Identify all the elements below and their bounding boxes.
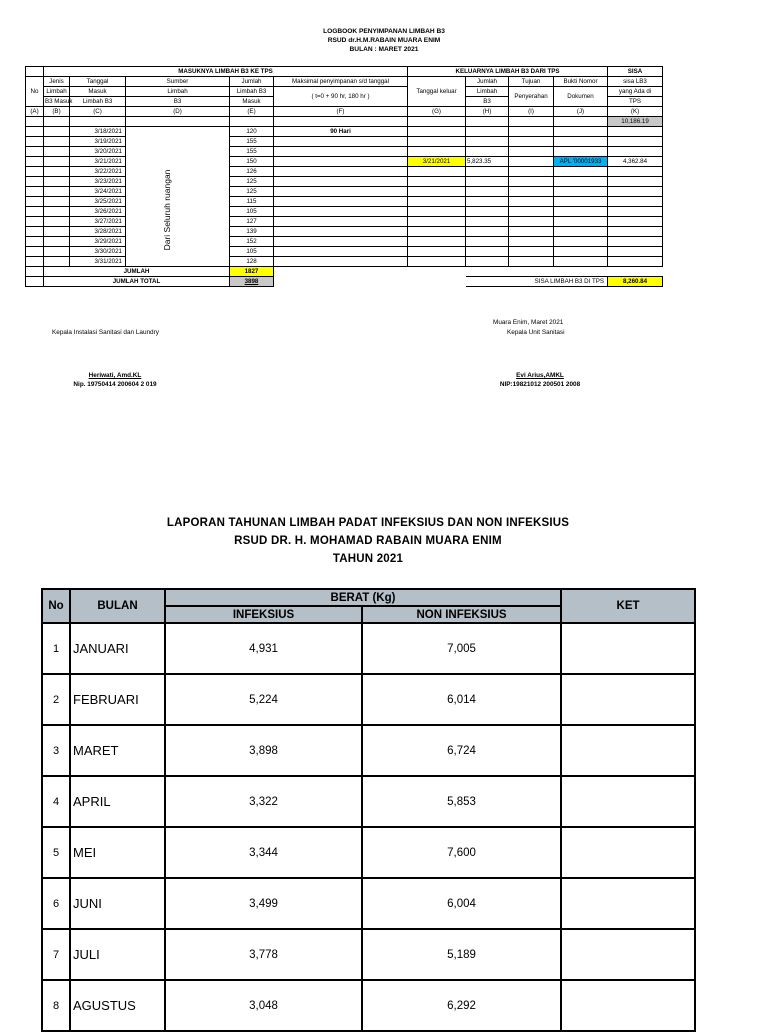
row-tujuan xyxy=(509,227,554,237)
annual-row-infeksius: 5,224 xyxy=(165,674,362,725)
row-out-date xyxy=(408,237,466,247)
annual-report-table xyxy=(41,588,696,1032)
row-out-qty xyxy=(466,207,509,217)
letter-i: (I) xyxy=(509,107,554,117)
annual-row xyxy=(42,980,695,1031)
annual-title-1: LAPORAN TAHUNAN LIMBAH PADAT INFEKSIUS DAN NON INFEKSIUS xyxy=(166,517,570,529)
logbook-header-row-2 xyxy=(26,87,663,97)
row-tujuan xyxy=(509,147,554,157)
row-max xyxy=(274,237,408,247)
row-out-qty xyxy=(466,247,509,257)
row-tujuan xyxy=(509,207,554,217)
row-jenis xyxy=(44,167,70,177)
row-doc xyxy=(554,257,608,267)
row-jenis xyxy=(44,137,70,147)
annual-row-ket xyxy=(561,980,695,1031)
row-qty: 126 xyxy=(230,167,274,177)
annual-row-infeksius: 3,322 xyxy=(165,776,362,827)
row-tujuan xyxy=(509,187,554,197)
col-tanggal-2: Masuk xyxy=(70,87,126,97)
row-no xyxy=(26,207,44,217)
row-sisa xyxy=(608,187,663,197)
col-no: No xyxy=(26,77,44,107)
row-jenis xyxy=(44,127,70,137)
row-sisa xyxy=(608,237,663,247)
row-out-date xyxy=(408,207,466,217)
row-jenis xyxy=(44,187,70,197)
row-doc xyxy=(554,127,608,137)
out-sisa: 4,362.84 xyxy=(608,157,663,167)
row-max xyxy=(274,207,408,217)
annual-row-non-infeksius: 6,004 xyxy=(362,878,561,929)
annual-row-month: JULI xyxy=(70,929,165,980)
row-jenis xyxy=(44,227,70,237)
row-qty: 152 xyxy=(230,237,274,247)
right-signer-name: Evi Arius,AMKL xyxy=(516,372,564,379)
row-out-qty xyxy=(466,187,509,197)
annual-col-no: No xyxy=(42,589,70,623)
letter-e: (E) xyxy=(230,107,274,117)
row-tujuan xyxy=(509,237,554,247)
row-date: 3/30/2021 xyxy=(70,247,126,257)
annual-row xyxy=(42,674,695,725)
col-sisa-2: yang Ada di xyxy=(608,87,663,97)
blank xyxy=(26,267,44,277)
logbook-header-row-1 xyxy=(26,77,663,87)
logbook-title-1: LOGBOOK PENYIMPANAN LIMBAH B3 xyxy=(323,28,445,35)
row-doc xyxy=(554,167,608,177)
row-out-date xyxy=(408,147,466,157)
logbook-title-3: BULAN : MARET 2021 xyxy=(349,46,419,53)
logbook-row xyxy=(26,247,663,257)
annual-row-no: 1 xyxy=(42,623,70,674)
annual-row-infeksius: 3,344 xyxy=(165,827,362,878)
row-doc xyxy=(554,187,608,197)
row-no xyxy=(26,217,44,227)
logbook-row xyxy=(26,177,663,187)
annual-col-berat: BERAT (Kg) xyxy=(165,589,561,606)
annual-row-non-infeksius: 7,005 xyxy=(362,623,561,674)
row-qty: 120 xyxy=(230,127,274,137)
row-doc xyxy=(554,247,608,257)
annual-row-no: 4 xyxy=(42,776,70,827)
row-date: 3/28/2021 xyxy=(70,227,126,237)
annual-row-ket xyxy=(561,674,695,725)
annual-row-infeksius: 3,048 xyxy=(165,980,362,1031)
logbook-row xyxy=(26,147,663,157)
row-max xyxy=(274,167,408,177)
annual-row-no: 2 xyxy=(42,674,70,725)
annual-row-infeksius: 3,778 xyxy=(165,929,362,980)
right-signer-nip: NIP:19821012 200501 2008 xyxy=(499,381,581,388)
group-header-masuk: MASUKNYA LIMBAH B3 KE TPS xyxy=(44,67,408,77)
annual-row-infeksius: 4,931 xyxy=(165,623,362,674)
left-signer-nip: Nip. 19750414 200604 2 019 xyxy=(73,381,157,388)
row-qty: 125 xyxy=(230,177,274,187)
row-qty: 150 xyxy=(230,157,274,167)
row-sisa xyxy=(608,147,663,157)
row-qty: 127 xyxy=(230,217,274,227)
row-no xyxy=(26,257,44,267)
sumber-vertical-label: Dari Seluruh ruangan xyxy=(162,169,172,251)
annual-row-no: 6 xyxy=(42,878,70,929)
col-jenis-2: Limbah xyxy=(44,87,70,97)
row-qty: 105 xyxy=(230,207,274,217)
group-header-sisa: SISA xyxy=(608,67,663,77)
col-tanggal-3: Limbah B3 xyxy=(70,97,126,107)
row-out-qty xyxy=(466,237,509,247)
row-out-date xyxy=(408,127,466,137)
logbook-row xyxy=(26,187,663,197)
row-jenis xyxy=(44,217,70,227)
row-qty: 155 xyxy=(230,147,274,157)
annual-row-ket xyxy=(561,725,695,776)
logbook-row xyxy=(26,227,663,237)
opening-balance: 10,186.19 xyxy=(608,117,663,127)
blank xyxy=(26,277,44,287)
letter-d: (D) xyxy=(126,107,230,117)
row-no xyxy=(26,167,44,177)
col-sumber-3: B3 xyxy=(126,97,230,107)
col-jumlah-3: Masuk xyxy=(230,97,274,107)
logbook-letter-row xyxy=(26,107,663,117)
logbook-row xyxy=(26,127,663,137)
annual-row-no: 3 xyxy=(42,725,70,776)
col-maksimal-2: ( t=0 + 90 hr, 180 hr ) xyxy=(274,87,408,107)
blank xyxy=(274,267,663,277)
row-out-date xyxy=(408,227,466,237)
row-max xyxy=(274,157,408,167)
jumlah-value: 1827 xyxy=(230,267,274,277)
row-no xyxy=(26,197,44,207)
out-tujuan xyxy=(509,157,554,167)
row-jenis xyxy=(44,257,70,267)
col-jumlah-keluar-1: Jumlah xyxy=(466,77,509,87)
total-value: 3898 xyxy=(230,277,274,287)
annual-row-month: JANUARI xyxy=(70,623,165,674)
row-out-date xyxy=(408,197,466,207)
col-jenis-3: B3 Masuk xyxy=(45,97,73,105)
annual-row-non-infeksius: 6,014 xyxy=(362,674,561,725)
annual-row-ket xyxy=(561,776,695,827)
row-tujuan xyxy=(509,197,554,207)
annual-row-infeksius: 3,898 xyxy=(165,725,362,776)
annual-row-ket xyxy=(561,827,695,878)
row-no xyxy=(26,237,44,247)
row-out-qty xyxy=(466,217,509,227)
col-bukti-2: Dokumen xyxy=(554,87,608,107)
row-qty: 139 xyxy=(230,227,274,237)
col-jumlah-keluar-2: Limbah xyxy=(466,87,509,97)
annual-row-non-infeksius: 5,189 xyxy=(362,929,561,980)
row-date: 3/24/2021 xyxy=(70,187,126,197)
annual-row-month: FEBRUARI xyxy=(70,674,165,725)
logbook-table xyxy=(25,66,663,287)
logbook-total-row xyxy=(26,277,663,287)
row-no xyxy=(26,137,44,147)
annual-row xyxy=(42,878,695,929)
col-sisa-3: TPS xyxy=(608,97,663,107)
annual-row-month: AGUSTUS xyxy=(70,980,165,1031)
row-tujuan xyxy=(509,257,554,267)
row-doc xyxy=(554,237,608,247)
row-doc xyxy=(554,227,608,237)
row-out-qty xyxy=(466,197,509,207)
col-sumber-1: Sumber xyxy=(126,77,230,87)
annual-row-non-infeksius: 6,724 xyxy=(362,725,561,776)
row-qty: 105 xyxy=(230,247,274,257)
row-out-qty xyxy=(466,127,509,137)
row-qty: 155 xyxy=(230,137,274,147)
logbook-row xyxy=(26,197,663,207)
row-out-qty xyxy=(466,137,509,147)
annual-row-no: 7 xyxy=(42,929,70,980)
annual-row-month: JUNI xyxy=(70,878,165,929)
row-sisa xyxy=(608,177,663,187)
row-doc xyxy=(554,137,608,147)
row-out-date xyxy=(408,247,466,257)
out-date: 3/21/2021 xyxy=(408,157,466,167)
logbook-balance-row xyxy=(26,117,663,127)
row-date: 3/22/2021 xyxy=(70,167,126,177)
row-max xyxy=(274,197,408,207)
jumlah-label: JUMLAH xyxy=(44,267,230,277)
row-out-date xyxy=(408,257,466,267)
row-tujuan xyxy=(509,137,554,147)
out-doc: APL '00001933 xyxy=(554,157,608,167)
row-doc xyxy=(554,207,608,217)
col-jumlah-1: Jumlah xyxy=(230,77,274,87)
row-date: 3/23/2021 xyxy=(70,177,126,187)
row-jenis xyxy=(44,147,70,157)
annual-col-bulan: BULAN xyxy=(70,589,165,623)
row-qty: 128 xyxy=(230,257,274,267)
annual-header-row-1 xyxy=(42,589,695,606)
row-sisa xyxy=(608,247,663,257)
row-out-date xyxy=(408,167,466,177)
row-max xyxy=(274,177,408,187)
group-header-keluar: KELUARNYA LIMBAH B3 DARI TPS xyxy=(408,67,608,77)
row-jenis xyxy=(44,177,70,187)
row-sumber xyxy=(126,127,230,267)
annual-row xyxy=(42,725,695,776)
row-jenis xyxy=(44,197,70,207)
annual-col-non-infeksius: NON INFEKSIUS xyxy=(362,606,561,623)
row-tujuan xyxy=(509,167,554,177)
annual-row-infeksius: 3,499 xyxy=(165,878,362,929)
row-doc xyxy=(554,217,608,227)
annual-row-month: MARET xyxy=(70,725,165,776)
row-out-qty xyxy=(466,227,509,237)
col-tanggal-keluar: Tanggal keluar xyxy=(408,77,466,107)
row-no xyxy=(26,187,44,197)
annual-row xyxy=(42,776,695,827)
total-label: JUMLAH TOTAL xyxy=(44,277,230,287)
left-signer-title: Kepala Instalasi Sanitasi dan Laundry xyxy=(52,329,159,336)
row-max xyxy=(274,137,408,147)
logbook-row xyxy=(26,137,663,147)
row-no xyxy=(26,157,44,167)
col-jumlah-2: Limbah B3 xyxy=(230,87,274,97)
row-doc xyxy=(554,197,608,207)
row-max xyxy=(274,217,408,227)
row-sisa xyxy=(608,137,663,147)
letter-c: (C) xyxy=(70,107,126,117)
col-bukti-1: Bukti Nomor xyxy=(554,77,608,87)
annual-col-ket: KET xyxy=(561,589,695,623)
row-doc xyxy=(554,177,608,187)
annual-row xyxy=(42,827,695,878)
row-tujuan xyxy=(509,247,554,257)
logbook-row xyxy=(26,207,663,217)
row-out-qty xyxy=(466,177,509,187)
letter-h: (H) xyxy=(466,107,509,117)
row-out-date xyxy=(408,187,466,197)
row-tujuan xyxy=(509,177,554,187)
annual-row xyxy=(42,929,695,980)
row-max xyxy=(274,187,408,197)
blank xyxy=(274,277,466,287)
row-sisa xyxy=(608,197,663,207)
right-signer-title: Kepala Unit Sanitasi xyxy=(507,329,565,336)
annual-row-no: 5 xyxy=(42,827,70,878)
row-no xyxy=(26,147,44,157)
row-sisa xyxy=(608,167,663,177)
annual-title-3: TAHUN 2021 xyxy=(332,553,404,565)
out-qty: 5,823.35 xyxy=(466,157,509,167)
letter-j: (J) xyxy=(554,107,608,117)
logbook-title-2: RSUD dr.H.M.RABAIN MUARA ENIM xyxy=(327,37,441,44)
row-qty: 125 xyxy=(230,187,274,197)
row-date: 3/31/2021 xyxy=(70,257,126,267)
row-date: 3/21/2021 xyxy=(70,157,126,167)
row-date: 3/27/2021 xyxy=(70,217,126,227)
annual-row-non-infeksius: 7,600 xyxy=(362,827,561,878)
row-sisa xyxy=(608,217,663,227)
letter-a: (A) xyxy=(26,107,44,117)
row-no xyxy=(26,247,44,257)
row-out-qty xyxy=(466,167,509,177)
annual-row-ket xyxy=(561,929,695,980)
row-no xyxy=(26,177,44,187)
row-jenis xyxy=(44,247,70,257)
col-tujuan-2: Penyerahan xyxy=(509,87,554,107)
row-max xyxy=(274,227,408,237)
row-sisa xyxy=(608,257,663,267)
row-date: 3/25/2021 xyxy=(70,197,126,207)
row-max xyxy=(274,247,408,257)
place-date: Muara Enim, Maret 2021 xyxy=(493,319,564,326)
sisa-label: SISA LIMBAH B3 DI TPS xyxy=(466,277,608,287)
row-out-date xyxy=(408,217,466,227)
sisa-value: 8,260.84 xyxy=(608,277,663,287)
row-max xyxy=(274,147,408,157)
col-jumlah-keluar-3: B3 xyxy=(466,97,509,107)
logbook-row xyxy=(26,237,663,247)
letter-f: (F) xyxy=(274,107,408,117)
annual-col-infeksius: INFEKSIUS xyxy=(165,606,362,623)
annual-title-2: RSUD DR. H. MOHAMAD RABAIN MUARA ENIM xyxy=(234,535,502,547)
row-no xyxy=(26,127,44,137)
col-sisa-1: sisa LB3 xyxy=(608,77,663,87)
annual-row-ket xyxy=(561,623,695,674)
row-jenis xyxy=(44,157,70,167)
annual-row-non-infeksius: 5,853 xyxy=(362,776,561,827)
annual-row-month: MEI xyxy=(70,827,165,878)
logbook-row xyxy=(26,167,663,177)
col-tujuan-1: Tujuan xyxy=(509,77,554,87)
row-tujuan xyxy=(509,127,554,137)
row-max xyxy=(274,257,408,267)
letter-g: (G) xyxy=(408,107,466,117)
annual-row-month: APRIL xyxy=(70,776,165,827)
row-date: 3/29/2021 xyxy=(70,237,126,247)
row-doc xyxy=(554,147,608,157)
row-out-date xyxy=(408,137,466,147)
row-max: 90 Hari xyxy=(274,127,408,137)
row-jenis xyxy=(44,237,70,247)
logbook-row xyxy=(26,257,663,267)
row-sisa xyxy=(608,207,663,217)
col-tanggal-1: Tanggal xyxy=(70,77,126,87)
row-jenis xyxy=(44,207,70,217)
logbook-group-header-row xyxy=(26,67,663,77)
annual-row-non-infeksius: 6,292 xyxy=(362,980,561,1031)
row-tujuan xyxy=(509,217,554,227)
row-qty: 115 xyxy=(230,197,274,207)
logbook-row xyxy=(26,217,663,227)
row-sisa xyxy=(608,227,663,237)
letter-b: (B) xyxy=(44,107,70,117)
row-date: 3/19/2021 xyxy=(70,137,126,147)
logbook-jumlah-row xyxy=(26,267,663,277)
col-jenis-1: Jenis xyxy=(44,77,70,87)
row-date: 3/18/2021 xyxy=(70,127,126,137)
row-out-date xyxy=(408,177,466,187)
col-sumber-2: Limbah xyxy=(126,87,230,97)
logbook-row xyxy=(26,157,663,167)
annual-row-no: 8 xyxy=(42,980,70,1031)
row-sisa xyxy=(608,127,663,137)
row-out-qty xyxy=(466,147,509,157)
letter-k: (K) xyxy=(608,107,663,117)
row-no xyxy=(26,227,44,237)
left-signer-name: Heriwati, Amd.KL xyxy=(88,372,142,379)
row-date: 3/26/2021 xyxy=(70,207,126,217)
annual-row-ket xyxy=(561,878,695,929)
col-maksimal-1: Maksimal penyimpanan s/d tanggal xyxy=(274,77,408,87)
row-date: 3/20/2021 xyxy=(70,147,126,157)
row-out-qty xyxy=(466,257,509,267)
annual-row xyxy=(42,623,695,674)
